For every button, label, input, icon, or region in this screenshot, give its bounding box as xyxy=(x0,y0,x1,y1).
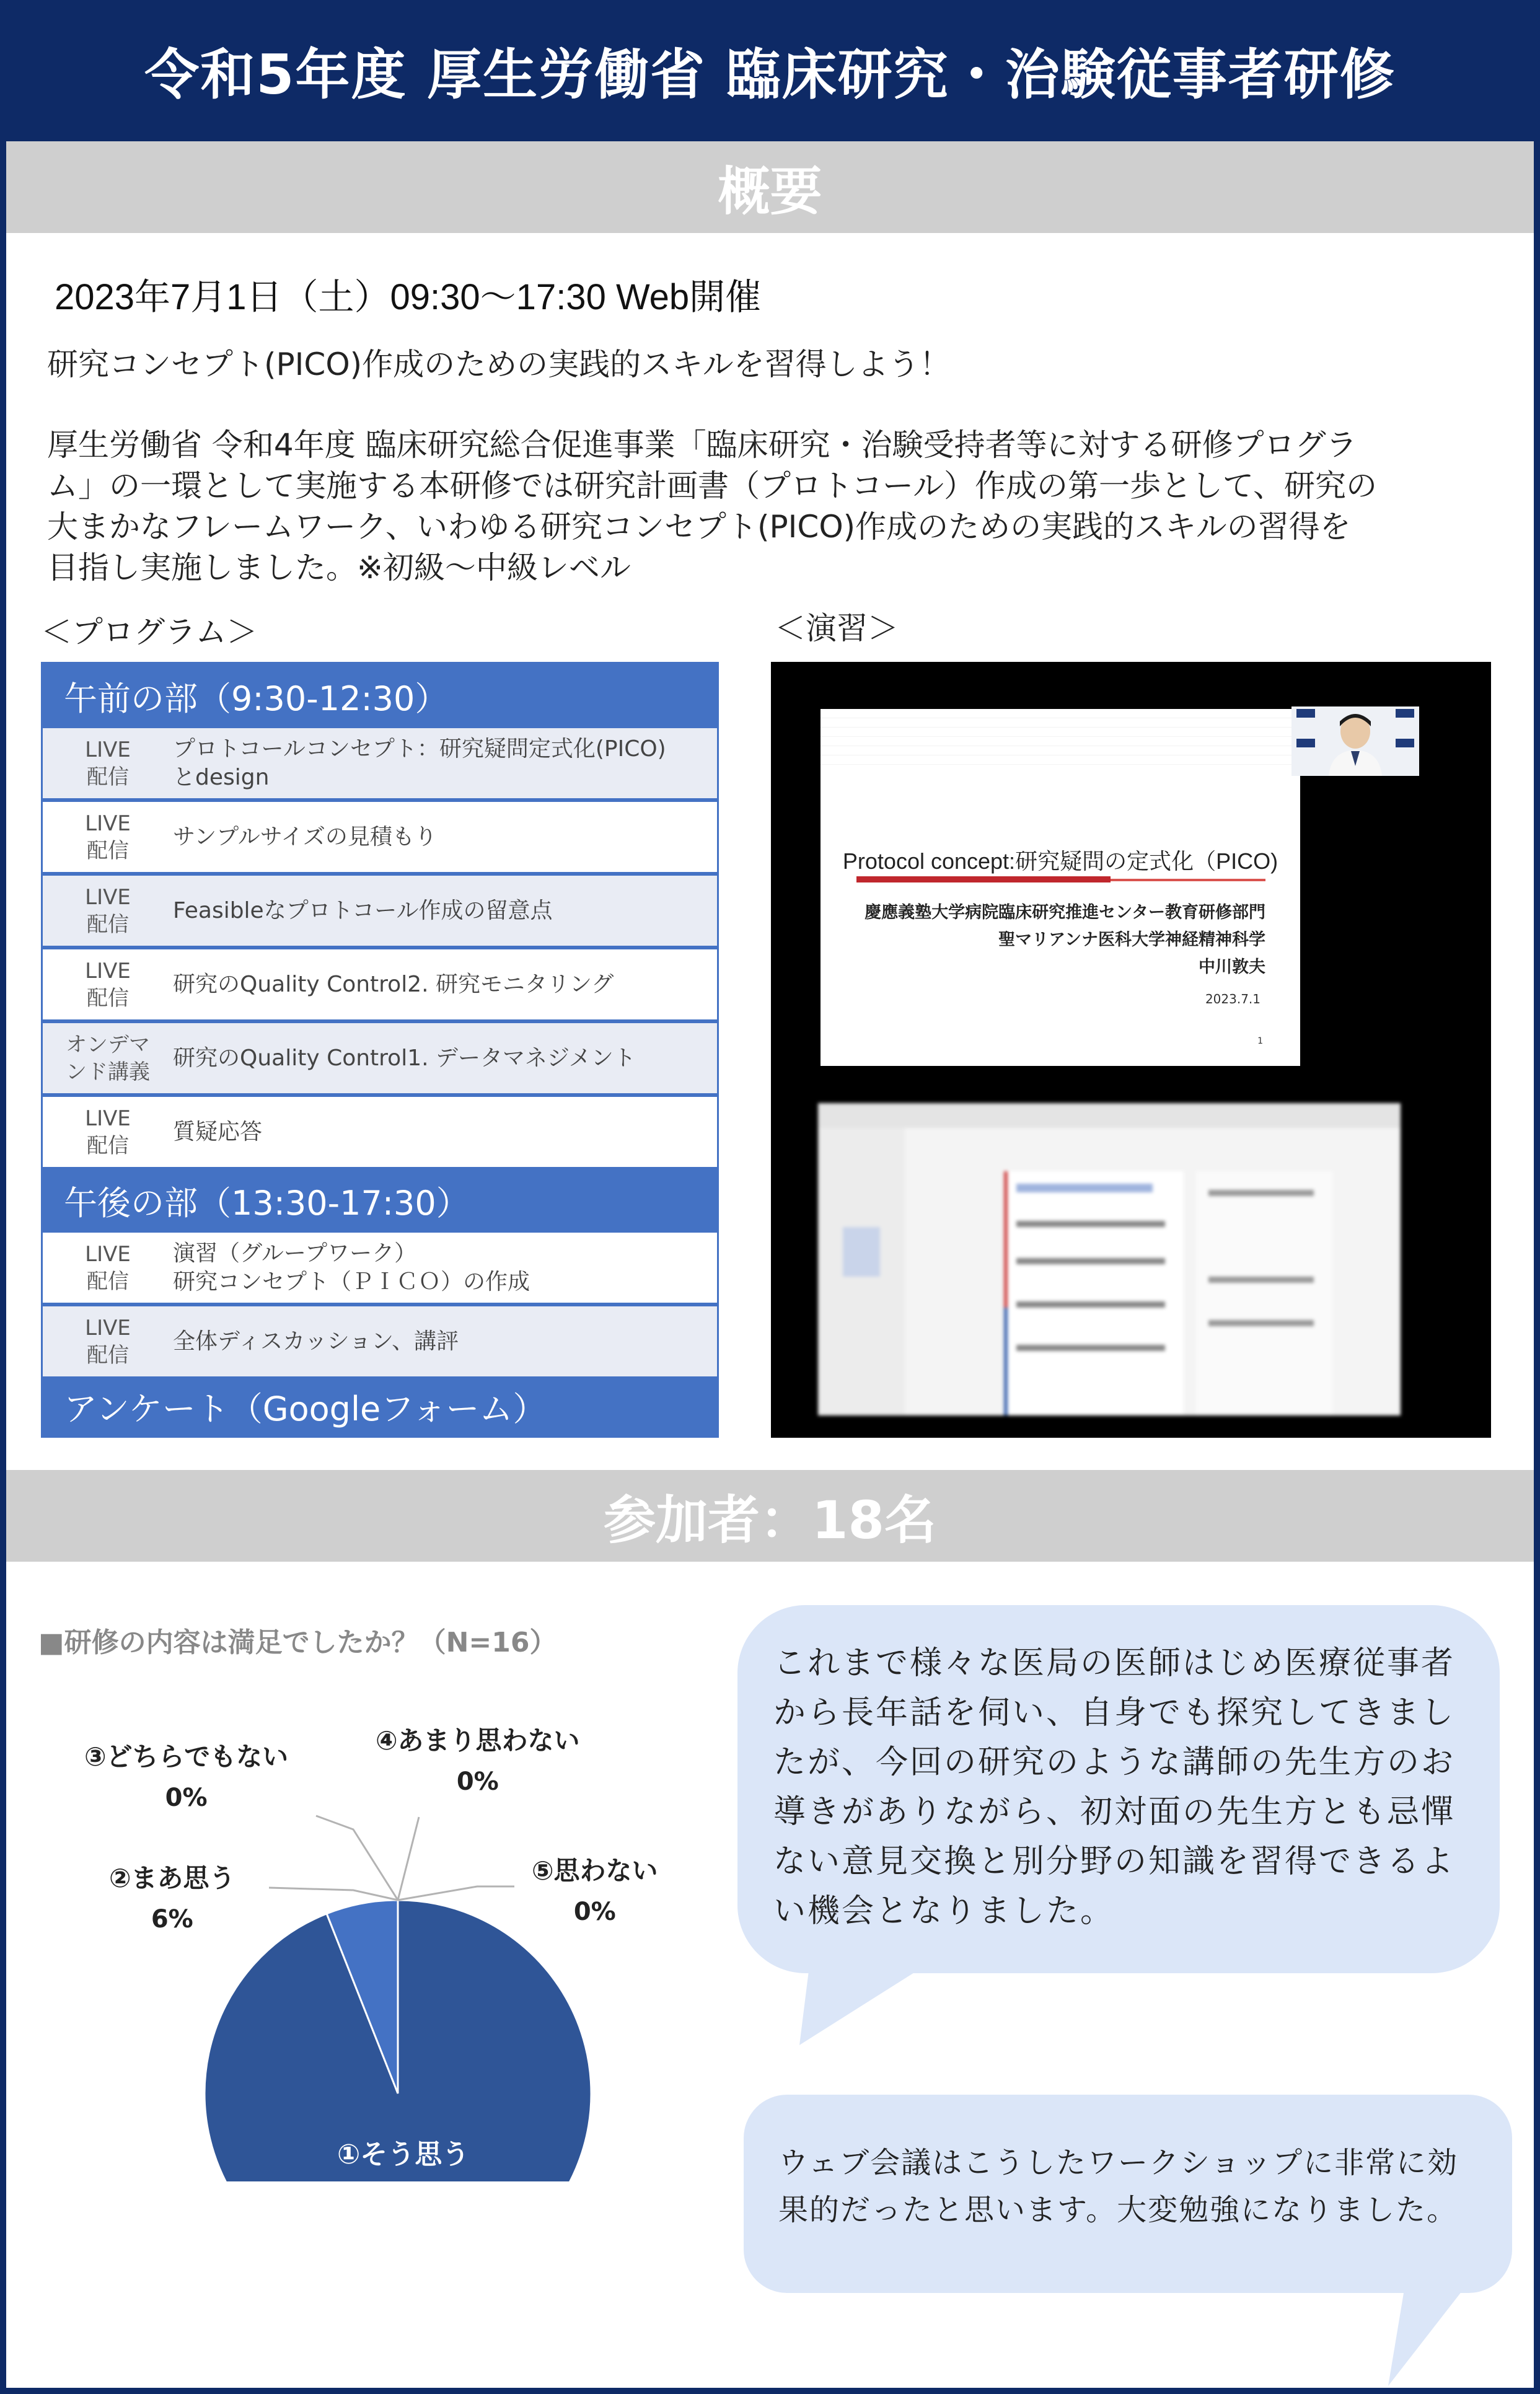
pie-label-a1-text: ①そう思う xyxy=(337,2139,470,2170)
description-line-3: 大まかなフレームワーク、いわゆる研究コンセプト(PICO)作成のための実践的スキルの習得を xyxy=(47,509,1351,545)
pie-label-a5-pct: 0% xyxy=(573,1898,616,1926)
slide-rule-accent xyxy=(856,876,1111,882)
program-row-type: LIVE 配信 xyxy=(85,1106,131,1158)
program-row-type: LIVE 配信 xyxy=(85,811,131,863)
leader-line-a5 xyxy=(398,1886,514,1900)
program-row xyxy=(43,728,717,800)
pie-label-a4-text: ④あまり思わない xyxy=(376,1725,580,1756)
program-row-type: LIVE 配信 xyxy=(85,1315,131,1368)
program-row-type: LIVE 配信 xyxy=(85,1241,131,1294)
program-row-title: プロトコールコンセプト：研究疑問定式化(PICO) とdesign xyxy=(173,736,666,790)
event-date: 2023年7月1日（土）09:30～17:30 Web開催 xyxy=(55,277,762,317)
leader-line-a3 xyxy=(316,1816,398,1900)
comment-2-text xyxy=(778,2139,1458,2233)
poster xyxy=(6,0,1534,2388)
pie-label-a1-pct: 94% xyxy=(373,2180,433,2209)
program-row-type: LIVE 配信 xyxy=(85,958,131,1011)
presenter-avatar-icon xyxy=(1291,706,1419,776)
slide-title: Protocol concept:研究疑問の定式化（PICO) xyxy=(842,848,1278,874)
slide-date: 2023.7.1 xyxy=(1205,992,1261,1006)
presenter-video xyxy=(1291,706,1419,776)
comment-1-line: これまで様々な医局の医師はじめ医療従事者 xyxy=(773,1645,1456,1682)
program-row-title: 全体ディスカッション、講評 xyxy=(173,1328,459,1354)
program-row-title: Feasibleなプロトコール作成の留意点 xyxy=(173,897,553,923)
blurred-screen-share xyxy=(818,1103,1401,1415)
program-row-title: 研究のQuality Control1. データマネジメント xyxy=(173,1045,636,1071)
program-row xyxy=(43,802,717,874)
slide-decoration xyxy=(821,709,1300,765)
survey-question: ■研修の内容は満足でしたか？（N=16） xyxy=(38,1627,557,1658)
overview-section-title: 概要 xyxy=(6,141,1534,233)
pie-label-a2-text: ②まあ思う xyxy=(109,1863,235,1893)
pie-label-a3-text: ③どちらでもない xyxy=(84,1741,289,1772)
program-heading: ＜プログラム＞ xyxy=(41,614,258,650)
pie-label-a5 xyxy=(532,1851,658,1926)
program-row-title: サンプルサイズの見積もり xyxy=(173,824,437,850)
leader-line-a4 xyxy=(398,1817,419,1900)
program-row-title: 演習（グループワーク） 研究コンセプト（ＰＩＣＯ）の作成 xyxy=(173,1240,530,1295)
participants-section-title: 参加者：18名 xyxy=(6,1470,1534,1562)
comment-bubble-2 xyxy=(737,2088,1518,2392)
slide-affiliation-2: 聖マリアンナ医科大学神経精神科学 xyxy=(998,930,1265,949)
survey-row: アンケート（Googleフォーム） xyxy=(43,1376,717,1436)
program-table xyxy=(41,662,719,1438)
description-line-1: 厚生労働省 令和4年度 臨床研究総合促進事業「臨床研究・治験受持者等に対する研修プログラ xyxy=(47,427,1357,463)
comment-1-text xyxy=(773,1639,1455,1936)
program-row-type: LIVE 配信 xyxy=(85,884,131,937)
comment-2-line: ウェブ会議はこうしたワークショップに非常に効 xyxy=(778,2145,1459,2180)
slide-affiliation-1: 慶應義塾大学病院臨床研究推進センター教育研修部門 xyxy=(865,903,1265,922)
leader-line-a2 xyxy=(269,1888,398,1900)
comment-1-line: から長年話を伺い、自身でも探究してきまし xyxy=(773,1694,1456,1732)
program-row xyxy=(43,949,717,1021)
comment-1-line: い機会となりました。 xyxy=(773,1893,1115,1930)
pie-label-a1 xyxy=(337,2132,469,2209)
slide-presenter: 中川敦夫 xyxy=(1199,957,1265,977)
lecture-slide xyxy=(821,709,1300,1066)
program-row-title: 研究のQuality Control2. 研究モニタリング xyxy=(173,971,614,997)
program-row xyxy=(43,876,717,948)
description-line-4: 目指し実施しました。※初級～中級レベル xyxy=(47,550,631,586)
slide-page: 1 xyxy=(1257,1036,1263,1046)
pie-label-a4 xyxy=(376,1720,580,1796)
pie-label-a2 xyxy=(109,1858,235,1934)
pie-label-a3-pct: 0% xyxy=(165,1784,208,1812)
pie-label-a5-text: ⑤思わない xyxy=(532,1855,658,1886)
tagline: 研究コンセプト(PICO)作成のための実践的スキルを習得しよう！ xyxy=(47,346,951,382)
program-row-type: LIVE 配信 xyxy=(85,737,131,790)
morning-session-header: 午前の部（9:30-12:30） xyxy=(43,664,717,728)
description-line-2: ム」の一環として実施する本研修では研究計画書（プロトコール）作成の第一歩として、研究の xyxy=(47,468,1377,504)
program-row xyxy=(43,1097,717,1169)
exercise-screenshot xyxy=(771,662,1491,1438)
afternoon-session-header: 午後の部（13:30-17:30） xyxy=(43,1168,717,1233)
pie-label-a2-pct: 6% xyxy=(151,1905,193,1934)
exercise-heading: ＜演習＞ xyxy=(775,610,899,646)
comment-1-line: 導きがありながら、初対面の先生方とも忌憚 xyxy=(773,1793,1456,1831)
comment-2-line: 果的だったと思います。大変勉強になりました。 xyxy=(778,2193,1458,2227)
pie-label-a3 xyxy=(84,1736,288,1812)
program-row xyxy=(43,1023,717,1095)
program-row xyxy=(43,1233,717,1305)
poster-title: 令和5年度 厚生労働省 臨床研究・治験従事者研修 xyxy=(6,0,1534,141)
program-row-type: オンデマ ンド講義 xyxy=(66,1032,150,1085)
comment-1-line: ない意見交換と別分野の知識を習得できるよ xyxy=(773,1843,1456,1880)
program-row xyxy=(43,1306,717,1378)
comment-1-line: たが、今回の研究のような講師の先生方のお xyxy=(773,1744,1456,1781)
program-row-title: 質疑応答 xyxy=(173,1119,263,1145)
pie-label-a4-pct: 0% xyxy=(456,1767,499,1796)
